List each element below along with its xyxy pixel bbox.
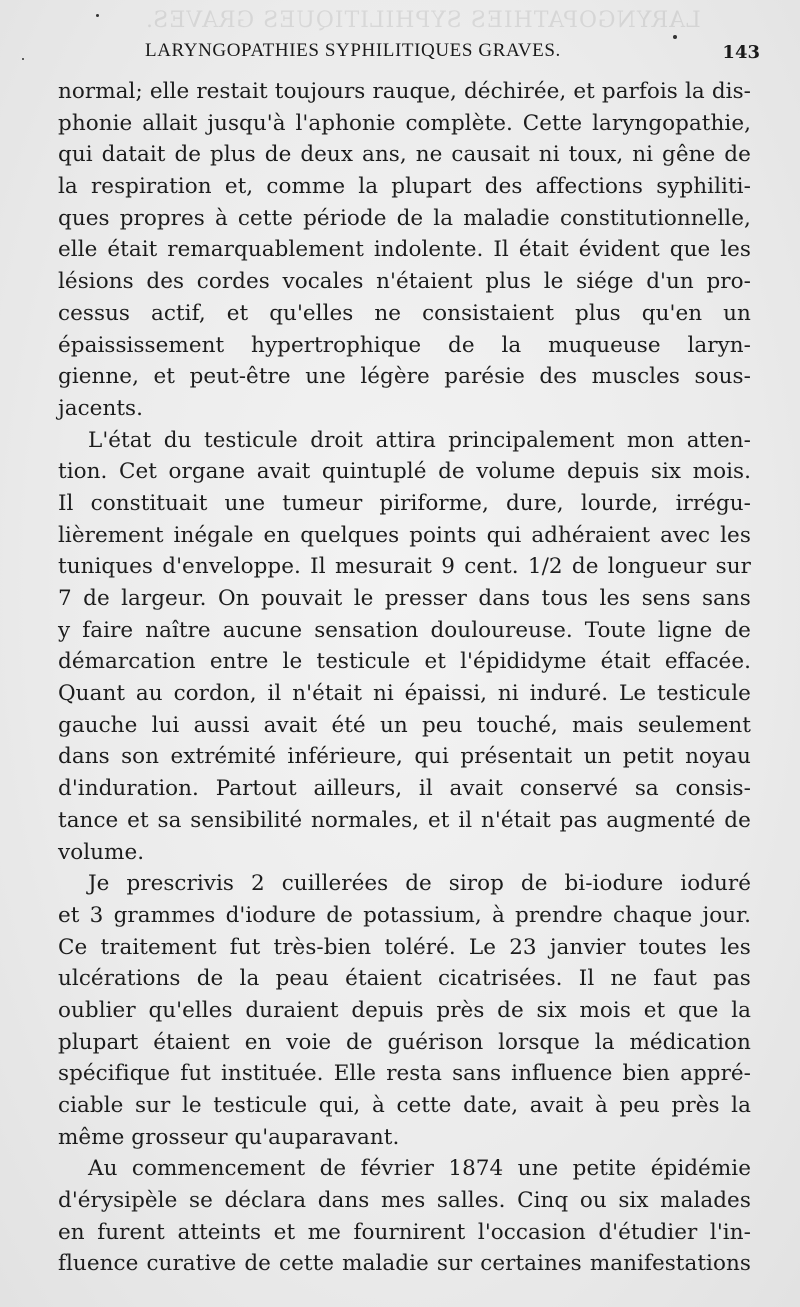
text-line: même grosseur qu'auparavant. xyxy=(58,1124,400,1150)
text-line: Au commencement de février 1874 une petite épidémie xyxy=(88,1156,751,1182)
text-line: Quant au cordon, il n'était ni épaissi, ni induré. Le testicule xyxy=(58,681,751,707)
text-line: démarcation entre le testicule et l'épididyme était effacée. xyxy=(58,649,751,675)
text-line: gauche lui aussi avait été un peu touché, mais seulement xyxy=(58,712,751,738)
text-line: normal; elle restait toujours rauque, déchirée, et parfois la dis- xyxy=(58,79,751,104)
running-title: LARYNGOPATHIES SYPHILITIQUES GRAVES. xyxy=(145,40,561,61)
text-line: tuniques d'enveloppe. Il mesurait 9 cent. 1/2 de longueur sur xyxy=(58,554,751,580)
text-line: dans son extrémité inférieure, qui présentait un petit noyau xyxy=(58,744,751,770)
text-line: tion. Cet organe avait quintuplé de volume depuis six mois. xyxy=(58,459,751,485)
paragraph xyxy=(58,1153,751,1280)
text-line: lésions des cordes vocales n'étaient plus le siége d'un pro- xyxy=(58,269,751,295)
page-speck xyxy=(673,35,677,39)
text-line: spécifique fut instituée. Elle resta sans influence bien appré- xyxy=(58,1061,751,1087)
paragraph xyxy=(58,868,751,1153)
text-line: épaississement hypertrophique de la muqueuse laryn- xyxy=(58,332,751,358)
text-line: tance et sa sensibilité normales, et il n'était pas augmenté de xyxy=(58,807,751,833)
show-through-title: LARYNGOPATHIES SYPHILITIQUES GRAVES. xyxy=(145,8,701,33)
paragraph xyxy=(58,425,751,869)
text-line: ques propres à cette période de la maladie constitutionnelle, xyxy=(58,205,751,231)
text-line: elle était remarquablement indolente. Il était évident que les xyxy=(58,237,751,263)
text-line: d'érysipèle se déclara dans mes salles. Cinq ou six malades xyxy=(58,1188,751,1214)
text-line: phonie allait jusqu'à l'aphonie complète. Cette laryngopathie, xyxy=(58,110,751,136)
text-line: jacents. xyxy=(58,395,144,421)
paragraph xyxy=(58,76,751,425)
page-number: 143 xyxy=(722,42,760,63)
text-line: Je prescrivis 2 cuillerées de sirop de bi-iodure ioduré xyxy=(88,871,751,897)
text-line: lièrement inégale en quelques points qui adhéraient avec les xyxy=(58,522,751,548)
running-header xyxy=(0,40,800,70)
text-line: ulcérations de la peau étaient cicatrisées. Il ne faut pas xyxy=(58,966,751,992)
text-line: L'état du testicule droit attira principalement mon atten- xyxy=(88,427,751,453)
page-speck xyxy=(96,14,99,17)
text-line: et 3 grammes d'iodure de potassium, à prendre chaque jour. xyxy=(58,902,751,928)
text-line: Ce traitement fut très-bien toléré. Le 23 janvier toutes les xyxy=(58,934,751,960)
text-line: plupart étaient en voie de guérison lorsque la médication xyxy=(58,1029,751,1055)
text-line: oublier qu'elles duraient depuis près de six mois et que la xyxy=(58,997,751,1023)
text-line: en furent atteints et me fournirent l'occasion d'étudier l'in- xyxy=(58,1219,751,1245)
text-line: la respiration et, comme la plupart des affections syphiliti- xyxy=(58,174,751,200)
text-line: y faire naître aucune sensation douloureuse. Toute ligne de xyxy=(58,617,751,643)
text-line: 7 de largeur. On pouvait le presser dans tous les sens sans xyxy=(58,586,751,611)
text-line: fluence curative de cette maladie sur certaines manifestations xyxy=(58,1251,751,1277)
text-line: d'induration. Partout ailleurs, il avait conservé sa consis- xyxy=(58,776,751,802)
text-line: ciable sur le testicule qui, à cette date, avait à peu près la xyxy=(58,1093,751,1118)
text-line: cessus actif, et qu'elles ne consistaient plus qu'en un xyxy=(58,300,751,326)
text-line: gienne, et peut-être une légère parésie des muscles sous- xyxy=(58,364,751,390)
body-text xyxy=(58,76,751,1280)
text-line: volume. xyxy=(58,839,145,865)
text-line: qui datait de plus de deux ans, ne causait ni toux, ni gêne de xyxy=(58,142,751,168)
text-line: Il constituait une tumeur piriforme, dure, lourde, irrégu- xyxy=(58,490,751,516)
